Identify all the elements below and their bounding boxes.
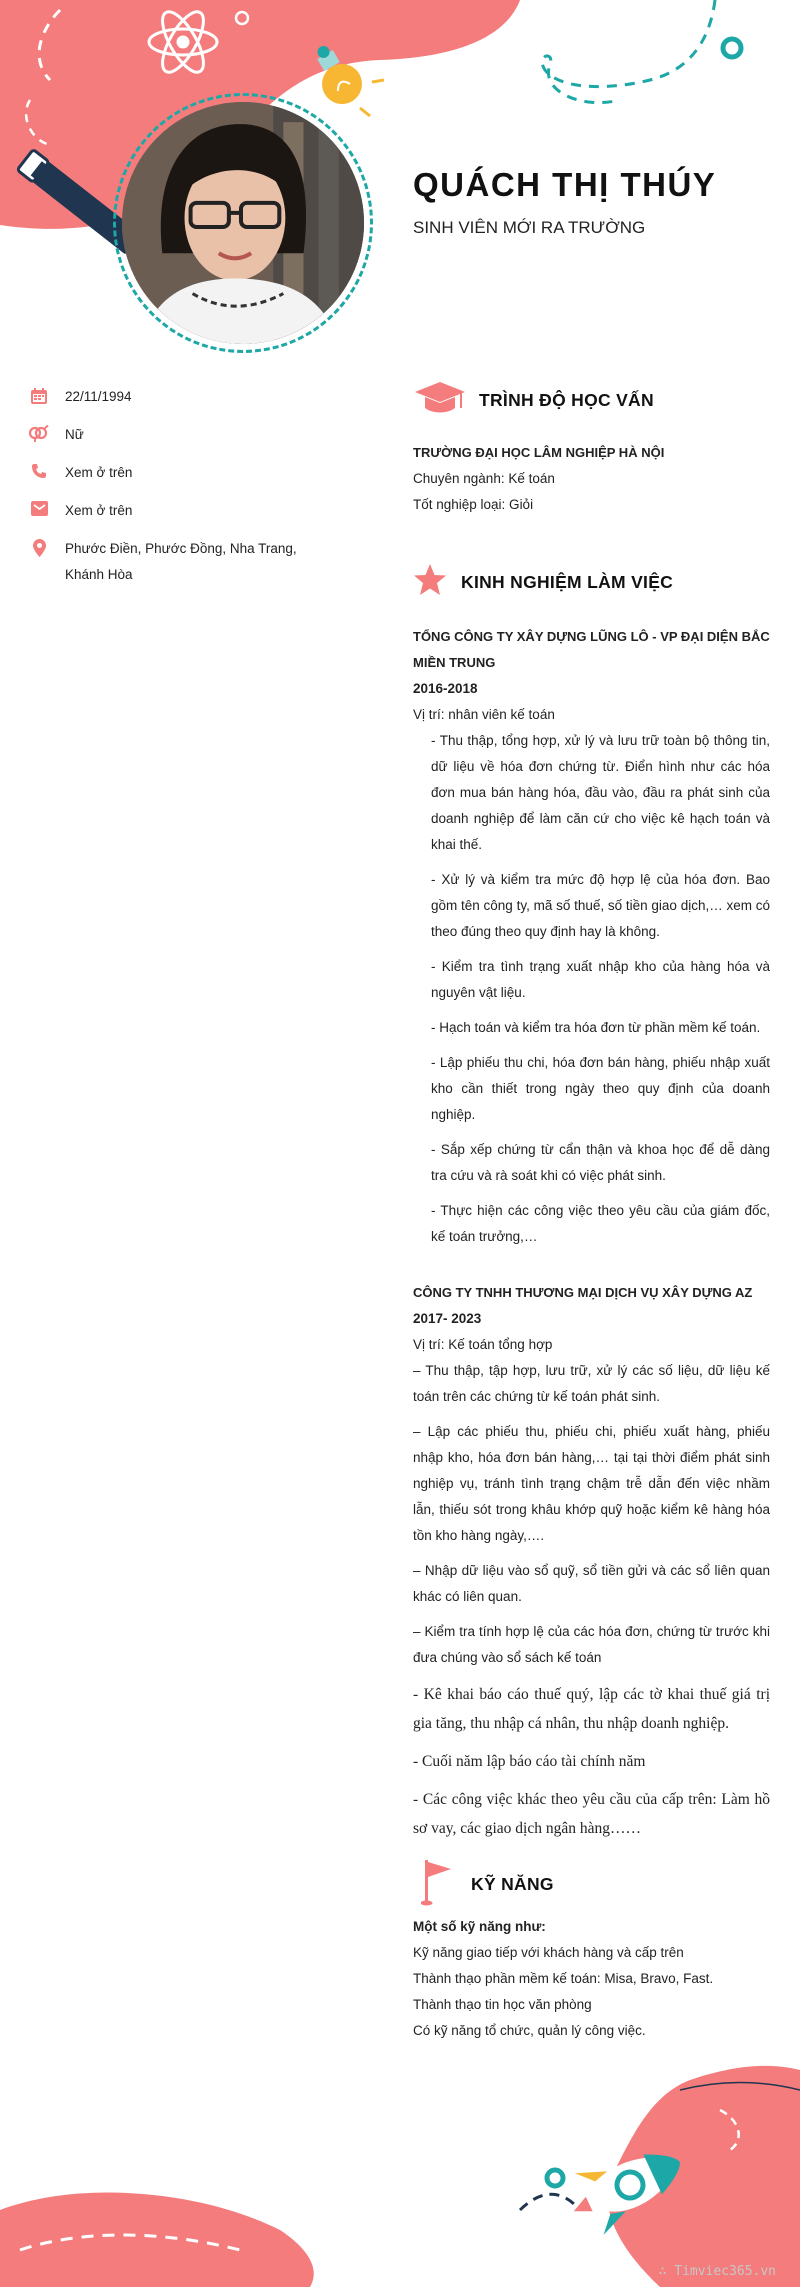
job-1-duty: - Xử lý và kiểm tra mức độ hợp lệ của hóa đơn. Bao gồm tên công ty, mã số thuế, số tiền giao dịch,… xem có theo đúng theo quy định hay là không.: [431, 872, 770, 939]
mail-icon: [28, 498, 50, 520]
job-1-duty: - Sắp xếp chứng từ cẩn thận và khoa học để dễ dàng tra cứu và rà soát khi có việc phát sinh.: [431, 1142, 770, 1183]
calendar-icon: [28, 384, 50, 406]
job-1-duty: - Thực hiện các công việc theo yêu cầu của giám đốc, kế toán trưởng,…: [431, 1203, 770, 1244]
job-1: [413, 624, 770, 1259]
phone-icon: [28, 460, 50, 482]
gender-text: Nữ: [65, 427, 84, 442]
watermark: ∴ Timviec365.vn: [658, 2264, 776, 2279]
job-2-duty: – Kiểm tra tính hợp lệ của các hóa đơn, chứng từ trước khi đưa chúng vào sổ sách kế toán: [413, 1624, 770, 1665]
avatar: [122, 102, 364, 344]
job-1-position: Vị trí: nhân viên kế toán: [413, 707, 555, 722]
candidate-subtitle: SINH VIÊN MỚI RA TRƯỜNG: [413, 218, 646, 237]
school-name: TRƯỜNG ĐẠI HỌC LÂM NGHIỆP HÀ NỘI: [413, 445, 665, 460]
avatar-photo: [122, 102, 364, 344]
skills-body: [413, 1914, 770, 2044]
birthday-text: 22/11/1994: [65, 389, 132, 404]
contact-email: [28, 498, 328, 524]
job-2-position: Vị trí: Kế toán tổng hợp: [413, 1337, 553, 1352]
star-icon: [413, 563, 447, 602]
job-2-duty: - Kê khai báo cáo thuế quý, lập các tờ khai thuế giá trị gia tăng, thu nhập cá nhân, thu nhập doanh nghiệp.: [413, 1686, 770, 1732]
contact-birthday: [28, 384, 328, 410]
job-1-duty: - Lập phiếu thu chi, hóa đơn bán hàng, phiếu nhập xuất kho cần thiết trong ngày theo quy định của doanh nghiệp.: [431, 1055, 770, 1122]
skills-intro: Một số kỹ năng như:: [413, 1919, 546, 1934]
job-2: [413, 1280, 770, 1852]
education-body: [413, 440, 770, 518]
location-icon: [28, 536, 50, 558]
job-1-duty: - Kiểm tra tình trạng xuất nhập kho của hàng hóa và nguyên vật liệu.: [431, 959, 770, 1000]
contact-phone: [28, 460, 328, 486]
graduation-cap-icon: [413, 378, 467, 423]
education-header: [413, 378, 654, 423]
phone-text: Xem ở trên: [65, 465, 133, 480]
skills-header: [413, 1858, 554, 1911]
email-text: Xem ở trên: [65, 503, 133, 518]
skill-item: Kỹ năng giao tiếp với khách hàng và cấp trên: [413, 1945, 684, 1960]
job-1-company: TỔNG CÔNG TY XÂY DỰNG LŨNG LÔ - VP ĐẠI DIỆN BẮC MIỀN TRUNG: [413, 629, 770, 670]
watermark-text: Timviec365.vn: [674, 2264, 776, 2279]
contact-address: [28, 536, 328, 588]
avatar-frame: [113, 93, 373, 353]
experience-title: KINH NGHIỆM LÀM VIỆC: [461, 572, 674, 592]
job-2-duty: – Thu thập, tập hợp, lưu trữ, xử lý các số liệu, dữ liệu kế toán trên các chứng từ kế toán phát sinh.: [413, 1363, 770, 1404]
skill-item: Có kỹ năng tổ chức, quản lý công việc.: [413, 2023, 646, 2038]
skill-item: Thành thạo tin học văn phòng: [413, 1997, 592, 2012]
contact-gender: [28, 422, 328, 448]
address-text: Phước Điền, Phước Đồng, Nha Trang, Khánh Hòa: [65, 541, 297, 582]
job-1-duty: - Thu thập, tổng hợp, xử lý và lưu trữ toàn bộ thông tin, dữ liệu về hóa đơn chứng từ. Điển hình như các hóa đơn mua bán hàng hóa, đầu vào, đầu ra phát sinh của doanh nghiệp để làm căn cứ cho việc kê hạch toán và khai thế.: [431, 733, 770, 852]
job-1-duty: - Hạch toán và kiểm tra hóa đơn từ phần mềm kế toán.: [431, 1020, 761, 1035]
candidate-name: QUÁCH THỊ THÚY: [413, 166, 717, 203]
experience-header: [413, 563, 673, 602]
job-1-period: 2016-2018: [413, 681, 478, 696]
job-2-period: 2017- 2023: [413, 1311, 482, 1326]
job-2-company: CÔNG TY TNHH THƯƠNG MẠI DỊCH VỤ XÂY DỰNG AZ: [413, 1285, 753, 1300]
education-major: Chuyên ngành: Kế toán: [413, 471, 555, 486]
skill-item: Thành thạo phần mềm kế toán: Misa, Bravo, Fast.: [413, 1971, 714, 1986]
job-2-duty: - Các công việc khác theo yêu cầu của cấp trên: Làm hồ sơ vay, các giao dịch ngân hàng……: [413, 1791, 770, 1837]
gender-icon: [28, 422, 50, 444]
flag-icon: [421, 1858, 453, 1911]
skills-title: KỸ NĂNG: [471, 1874, 554, 1894]
education-grade: Tốt nghiệp loại: Giỏi: [413, 497, 534, 512]
education-title: TRÌNH ĐỘ HỌC VẤN: [479, 390, 654, 410]
job-2-duty: - Cuối năm lập báo cáo tài chính năm: [413, 1753, 646, 1770]
footer-decoration: [0, 2050, 800, 2287]
job-2-duty: – Lập các phiếu thu, phiếu chi, phiếu xuất hàng, phiếu nhập kho, hóa đơn bán hàng,… tại tại thời điểm phát sinh nghiệp vụ, tránh tình trạng chậm trễ dẫn đến việc nhầm lẫn, thiếu sót trong khâu khớp quỹ hoặc kiểm kê hàng hóa tồn kho hàng ngày,….: [413, 1424, 770, 1543]
job-2-duty: – Nhập dữ liệu vào sổ quỹ, sổ tiền gửi và các sổ liên quan khác có liên quan.: [413, 1563, 770, 1604]
